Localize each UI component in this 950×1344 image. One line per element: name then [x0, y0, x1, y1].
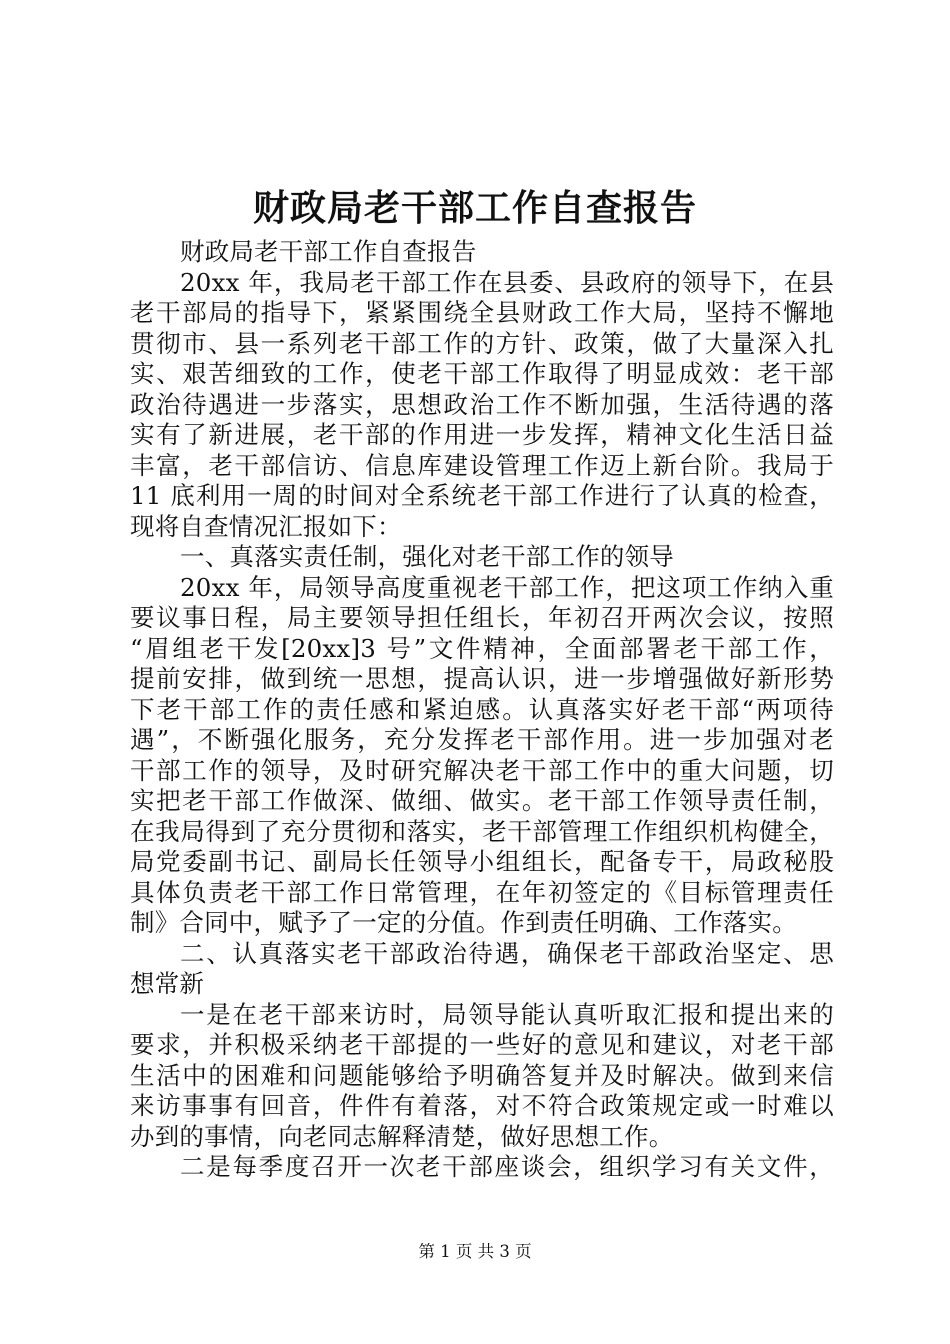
body-text-line: 来访事事有回音，件件有着落，对不符合政策规定或一时难以: [130, 1091, 834, 1120]
body-text-line: 11 底利用一周的时间对全系统老干部工作进行了认真的检查，: [130, 481, 834, 510]
body-text-line: 一是在老干部来访时，局领导能认真听取汇报和提出来的: [180, 999, 834, 1029]
body-text-line: 20xx 年，我局老干部工作在县委、县政府的领导下，在县: [180, 267, 834, 297]
page-footer: 第 1 页 共 3 页: [418, 1242, 532, 1261]
body-text-line: 办到的事情，向老同志解释清楚，做好思想工作。: [130, 1121, 674, 1151]
body-text-line: 具体负责老干部工作日常管理，在年初签定的《目标管理责任: [130, 877, 834, 907]
body-text-line: 局党委副书记、副局长任领导小组组长，配备专干，局政秘股: [130, 847, 834, 876]
body-text-line: 实把老干部工作做深、做细、做实。老干部工作领导责任制，: [130, 786, 834, 815]
body-text-line: 生活中的困难和问题能够给予明确答复并及时解决。做到来信: [130, 1060, 834, 1090]
body-text-line: 制》合同中，赋予了一定的分值。作到责任明确、工作落实。: [130, 908, 797, 937]
body-text-line: 下老干部工作的责任感和紧迫感。认真落实好老干部“两项待: [130, 694, 834, 724]
body-text-line: 提前安排，做到统一思想，提高认识，进一步增强做好新形势: [130, 664, 834, 693]
body-text-line: 要议事日程，局主要领导担任组长，年初召开两次会议，按照: [130, 603, 834, 632]
body-text-line: 老干部局的指导下，紧紧围绕全县财政工作大局，坚持不懈地: [130, 298, 834, 327]
body-text-line: 一、真落实责任制，强化对老干部工作的领导: [180, 542, 674, 571]
body-text-line: 现将自查情况汇报如下：: [130, 511, 402, 541]
body-text-line: 政治待遇进一步落实，思想政治工作不断加强，生活待遇的落: [130, 389, 834, 419]
body-text-line: 遇”，不断强化服务，充分发挥老干部作用。进一步加强对老: [130, 725, 834, 754]
body-text-line: 二是每季度召开一次老干部座谈会，组织学习有关文件，: [180, 1152, 834, 1181]
body-text-line: 财政局老干部工作自查报告: [180, 237, 477, 266]
body-text-line: 贯彻市、县一系列老干部工作的方针、政策，做了大量深入扎: [130, 328, 834, 358]
body-text-line: 丰富，老干部信访、信息库建设管理工作迈上新台阶。我局于: [130, 450, 834, 480]
body-text-line: 在我局得到了充分贯彻和落实，老干部管理工作组织机构健全，: [130, 816, 834, 846]
body-text-line: “眉组老干发[20xx]3 号”文件精神，全面部署老干部工作，: [130, 633, 834, 663]
body-text-line: 要求，并积极采纳老干部提的一些好的意见和建议，对老干部: [130, 1030, 834, 1059]
body-text-line: 二、认真落实老干部政治待遇，确保老干部政治坚定、思: [180, 938, 834, 968]
body-text-line: 20xx 年，局领导高度重视老干部工作，把这项工作纳入重: [180, 572, 834, 602]
body-text-line: 想常新: [130, 969, 205, 998]
document-title: 财政局老干部工作自查报告: [252, 187, 697, 229]
document-body: [130, 237, 834, 1183]
body-text-line: 干部工作的领导，及时研究解决老干部工作中的重大问题，切: [130, 755, 834, 785]
body-text-line: 实、艰苦细致的工作，使老干部工作取得了明显成效：老干部: [130, 359, 834, 388]
body-text-line: 实有了新进展，老干部的作用进一步发挥，精神文化生活日益: [130, 420, 834, 449]
